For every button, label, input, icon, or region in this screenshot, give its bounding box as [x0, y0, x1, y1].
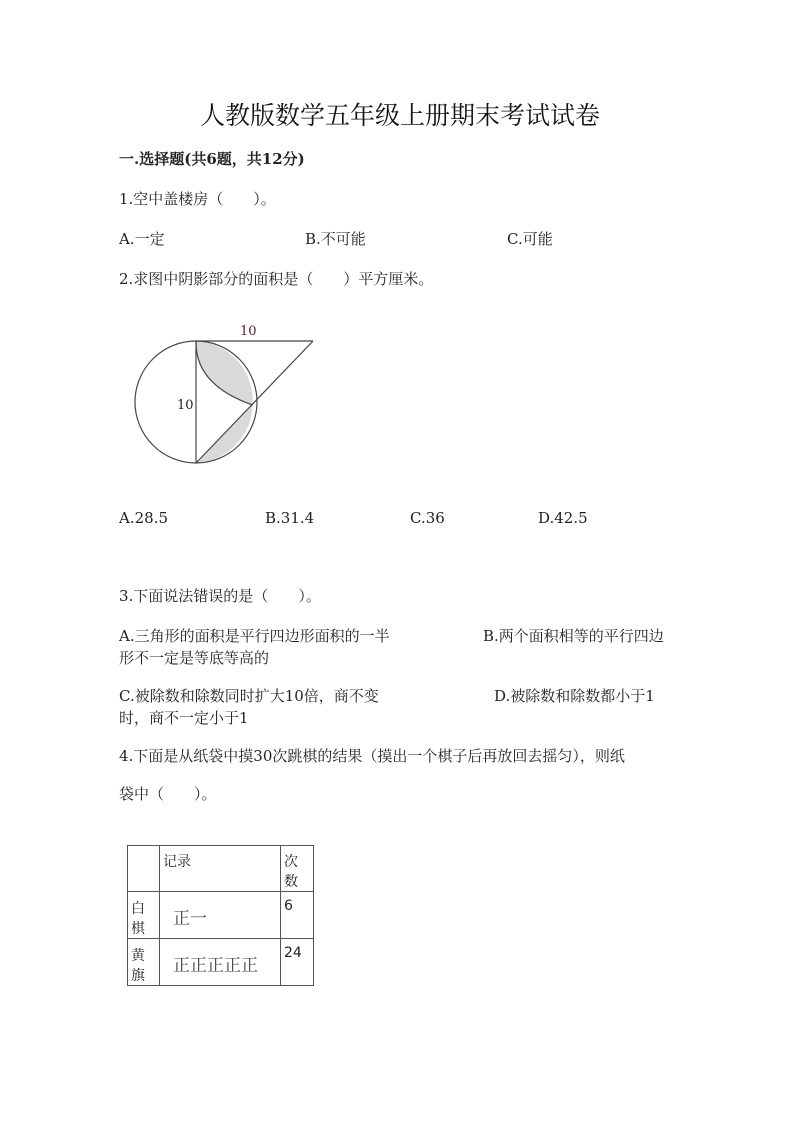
question-1-option-b: B.不可能 — [305, 230, 366, 248]
question-1-option-a: A.一定 — [119, 230, 165, 248]
question-2-option-c: C.36 — [410, 509, 445, 527]
side-length-label: 10 — [177, 398, 194, 413]
table-corner-cell — [128, 846, 160, 892]
question-3-option-d-line2: 时，商不一定小于1 — [119, 709, 249, 727]
question-2-option-d: D.42.5 — [538, 509, 588, 527]
question-2-figure — [125, 315, 325, 475]
row-count-white: 6 — [281, 892, 314, 939]
table-row — [128, 939, 314, 986]
top-length-label: 10 — [240, 324, 257, 339]
question-3-stem: 3.下面说法错误的是（ ）。 — [119, 587, 321, 605]
question-2-stem: 2.求图中阴影部分的面积是（ ）平方厘米。 — [119, 270, 434, 288]
question-4-stem-line1: 4.下面是从纸袋中摸30次跳棋的结果（摸出一个棋子后再放回去摇匀），则纸 — [119, 747, 625, 765]
question-1-option-c: C.可能 — [507, 230, 553, 248]
table-header-row — [128, 846, 314, 892]
question-2-option-a: A.28.5 — [119, 509, 168, 527]
question-3-option-c: C.被除数和除数同时扩大10倍，商不变 — [119, 687, 379, 705]
question-3-option-b-line1: B.两个面积相等的平行四边 — [483, 627, 664, 645]
question-3-option-d-line1: D.被除数和除数都小于1 — [494, 687, 655, 705]
question-4-stem-line2: 袋中（ ）。 — [119, 785, 217, 803]
row-tally-white — [160, 892, 281, 939]
tally-table — [127, 845, 314, 986]
question-3-option-b-line2: 形不一定是等底等高的 — [119, 649, 270, 667]
table-header-record: 记录 — [160, 846, 281, 892]
question-3-option-a: A.三角形的面积是平行四边形面积的一半 — [119, 627, 390, 645]
row-tally-yellow — [160, 939, 281, 986]
question-2-option-b: B.31.4 — [265, 509, 315, 527]
row-label-white: 白棋 — [128, 892, 160, 939]
tally-marks-white: 正一 — [173, 909, 207, 929]
table-header-count: 次数 — [281, 846, 314, 892]
section-heading: 一.选择题(共6题，共12分) — [119, 150, 305, 168]
page-title: 人教版数学五年级上册期末考试试卷 — [199, 101, 600, 130]
question-1-stem: 1.空中盖楼房（ ）。 — [119, 190, 276, 208]
table-row — [128, 892, 314, 939]
row-label-yellow: 黄旗 — [128, 939, 160, 986]
row-count-yellow: 24 — [281, 939, 314, 986]
tally-marks-yellow: 正正正正正 — [173, 956, 258, 976]
